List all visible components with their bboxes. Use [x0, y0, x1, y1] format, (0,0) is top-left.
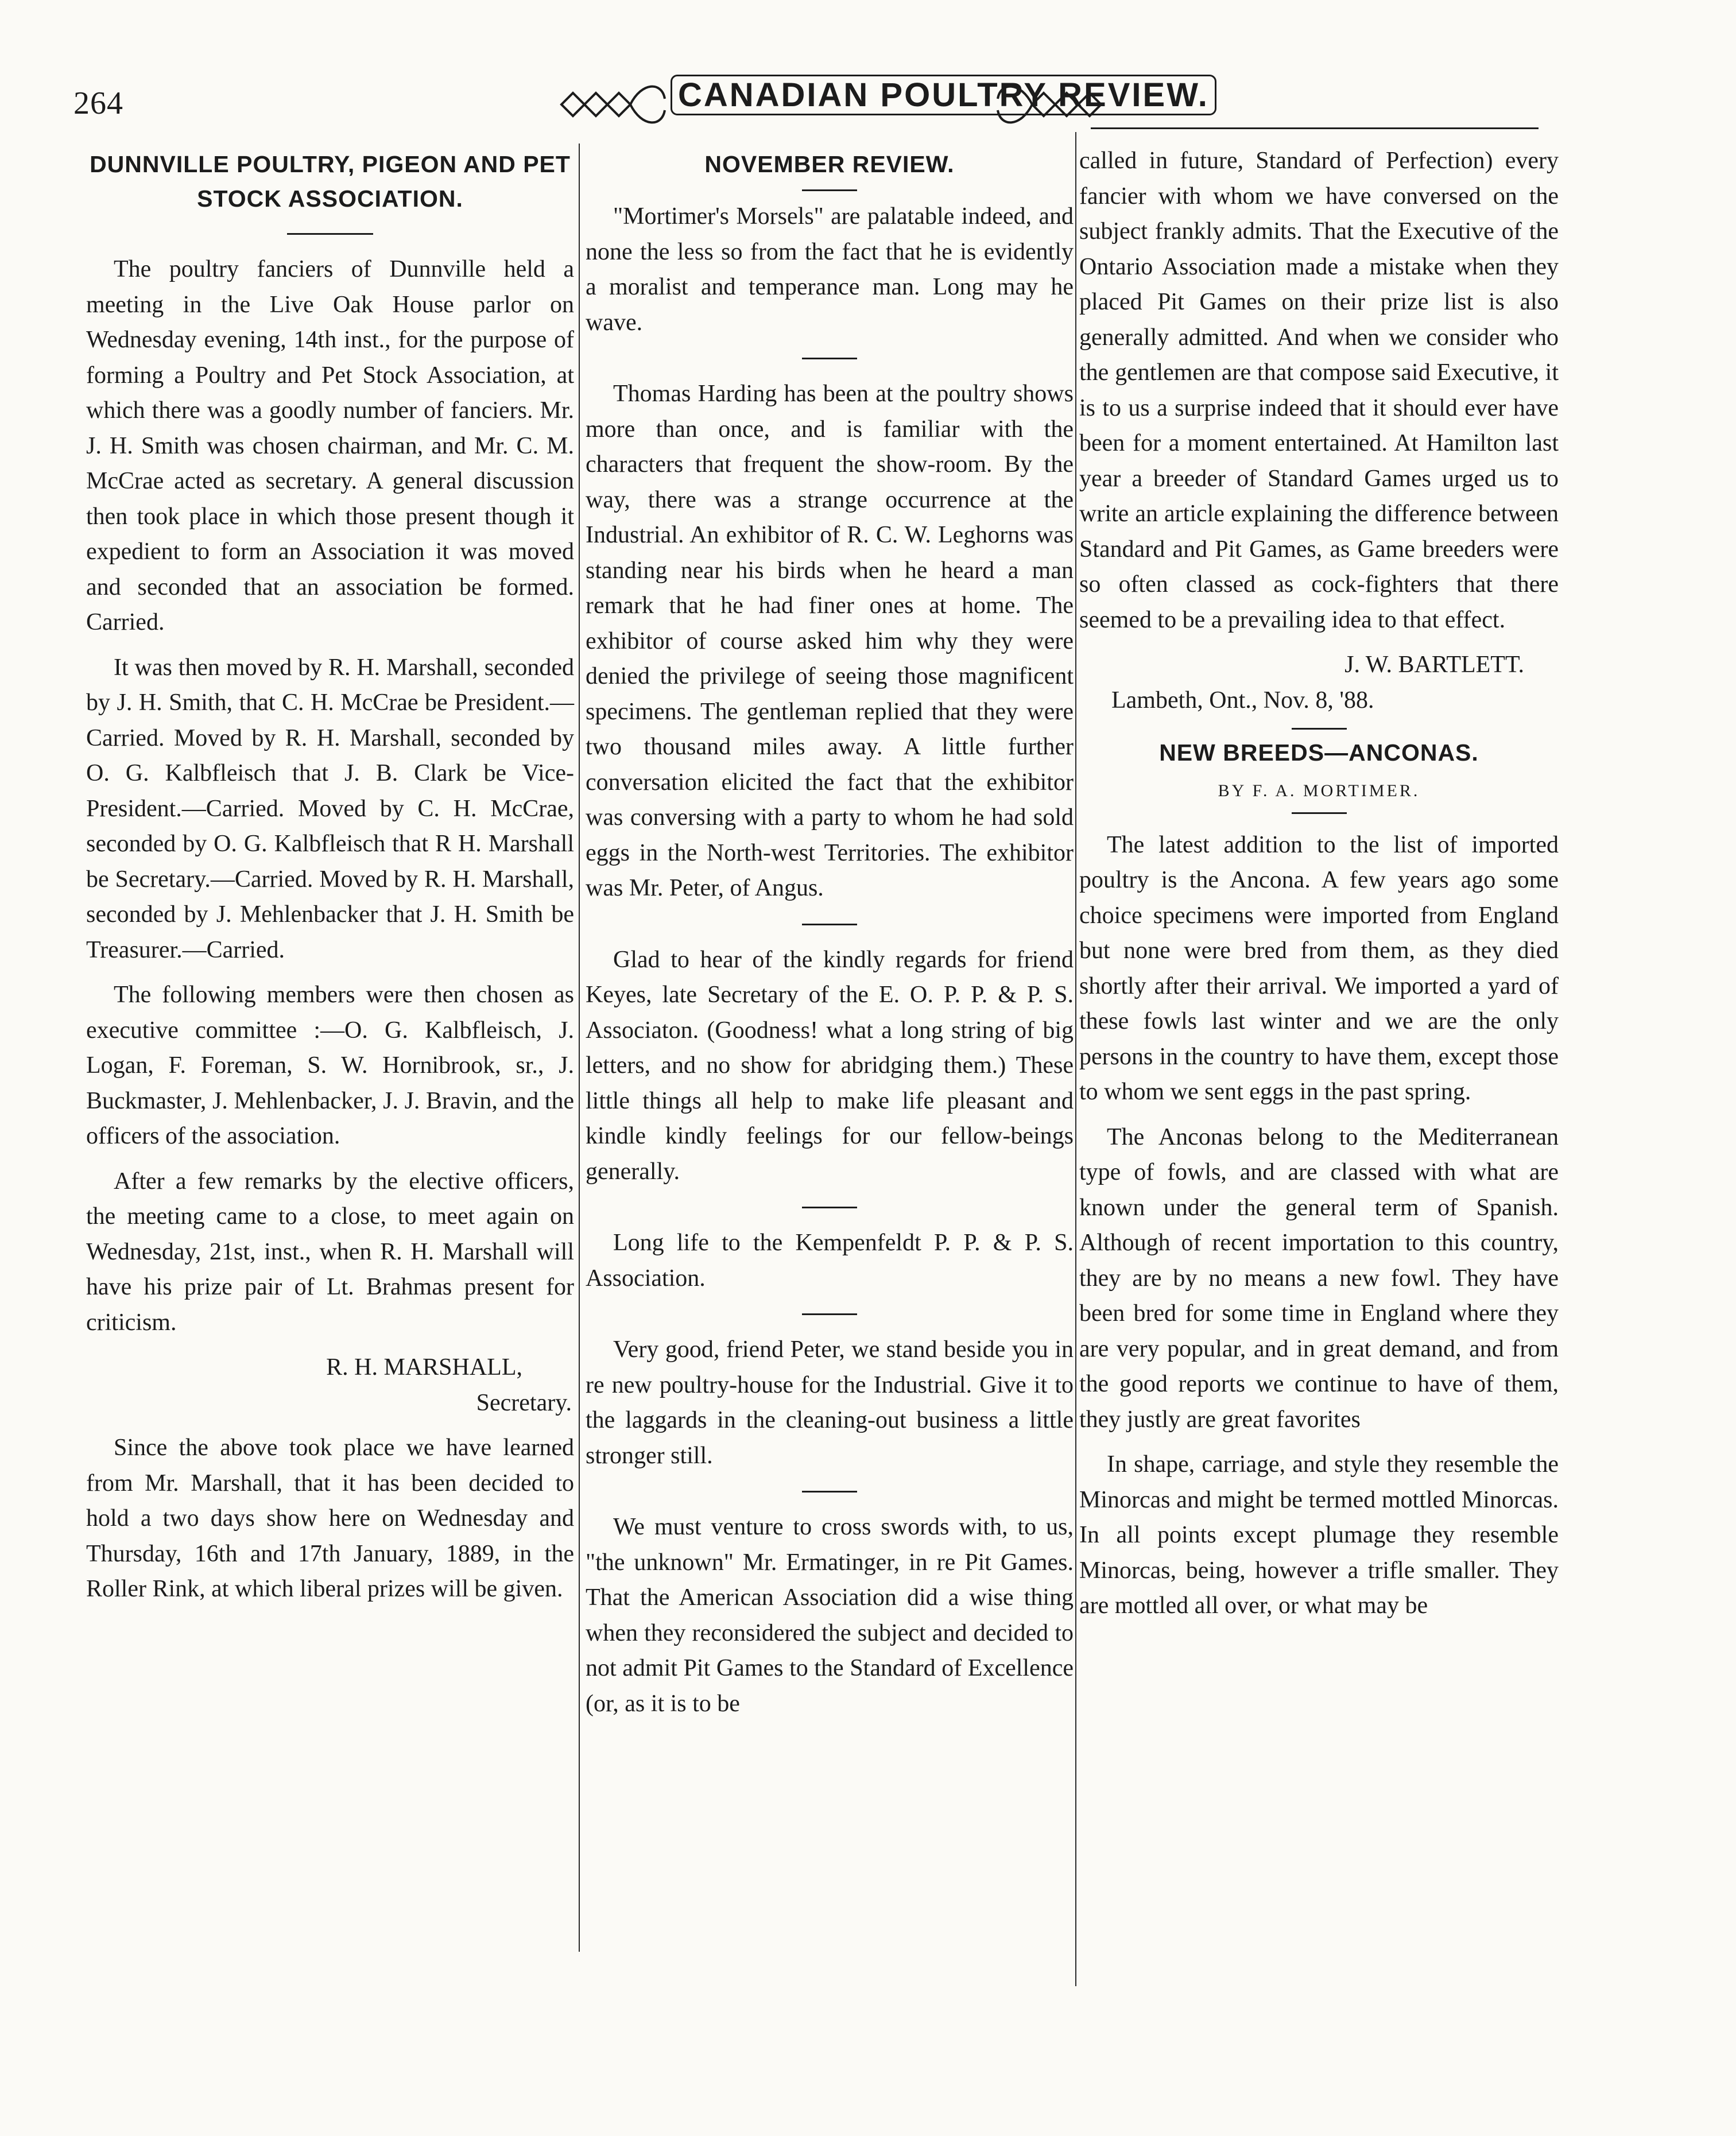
- article-paragraph: After a few remarks by the elective officers, the meeting came to a close, to meet again on Wednesday, 21st, inst., when R. H. Marshall will have his prize pair of Lt. Brahmas present for criticism.: [86, 1168, 574, 1336]
- right-ornament-icon: [992, 64, 1107, 139]
- article-postscript: Since the above took place we have learned from Mr. Marshall, that it has been decided to hold a two days show here on Wednesday and Thursday, 16th and 17th January, 1889, in the Roller Rink, at which liberal prizes will be given.: [86, 1435, 574, 1602]
- article-headline: NEW BREEDS—ANCONAS.: [1159, 739, 1479, 766]
- item-rule: [802, 1313, 857, 1315]
- left-ornament-icon: [556, 64, 671, 139]
- review-item: Very good, friend Peter, we stand beside you in re new poultry-house for the Industrial. Give it to the laggards in the cleaning-out business a little stronger still.: [586, 1336, 1074, 1469]
- signature-title: Secretary.: [476, 1389, 572, 1416]
- article-paragraph: The poultry fanciers of Dunnville held a meeting in the Live Oak House parlor on Wednesday evening, 14th inst., for the purpose of forming a Poultry and Pet Stock Association, at which there was a goodly number of fanciers. Mr. J. H. Smith was chosen chairman, and Mr. C. M. McCrae acted as secretary. A general discussion then took place in which those present though it expedient to form an Association it was moved and seconded that an association be formed. Carried.: [86, 256, 574, 635]
- section-rule: [1292, 728, 1347, 730]
- item-rule: [802, 924, 857, 925]
- column-divider-right: [1075, 132, 1076, 1986]
- section-rule: [287, 233, 373, 235]
- item-rule: [802, 358, 857, 359]
- article-paragraph: The latest addition to the list of imported poultry is the Ancona. A few years ago some choice specimens were imported from England but none were bred from them, as they died shortly after their arrival. We imported a yard of these fowls last winter and we are the only persons in the country to have them, except those to whom we sent eggs in the past spring.: [1079, 831, 1559, 1105]
- review-item: Thomas Harding has been at the poultry shows more than once, and is familiar with the characters that frequent the show-room. By the way, there was a strange occurrence at the Industrial. An exhibitor of R. C. W. Leghorns was standing near his birds when he heard a man remark that he had finer ones at home. The exhibitor of course asked him why they were denied the privilege of seeing those magnificent specimens. The gentleman replied that they were two thousand miles away. A little further conversation elicited the fact that the exhibitor was conversing with a party to whom he had sold eggs in the North-west Territories. The exhibitor was Mr. Peter, of Angus.: [586, 381, 1074, 901]
- article-headline: NOVEMBER REVIEW.: [704, 151, 955, 177]
- header-rule: [1091, 127, 1539, 129]
- article-paragraph: It was then moved by R. H. Marshall, seconded by J. H. Smith, that C. H. McCrae be President.—Carried. Moved by R. H. Marshall, seconded by O. G. Kalbfleisch that J. B. Clark be Vice-President.—Carried. Moved by C. H. McCrae, seconded by O. G. Kalbfleisch that R H. Marshall be Secretary.—Carried. Moved by R. H. Marshall, seconded by J. Mehlenbacker that J. H. Smith be Treasurer.—Carried.: [86, 654, 574, 963]
- article-paragraph: In shape, carriage, and style they resemble the Minorcas and might be termed mottled Minorcas. In all points except plumage they resemble Minorcas, being, however a trifle smaller. They are mottled all over, or what may be: [1079, 1451, 1559, 1619]
- article-continuation: called in future, Standard of Perfection) every fancier with whom we have conversed on the subject frankly admits. That the Executive of the Ontario Association made a mistake when they placed Pit Games on their prize list is also generally admitted. And when we consider who the gentlemen are that compose said Executive, it is to us a surprise indeed that it should ever have been for a moment entertained. At Hamilton last year a breeder of Standard Games urged us to write an article explaining the difference between Standard and Pit Games, as Game breeders were so often classed as cock-fighters that there seemed to be a prevailing idea to that effect.: [1079, 148, 1559, 633]
- dateline: Lambeth, Ont., Nov. 8, '88.: [1111, 687, 1374, 714]
- item-rule: [802, 1207, 857, 1208]
- review-item: Glad to hear of the kindly regards for friend Keyes, late Secretary of the E. O. P. P. & P. S. Associaton. (Goodness! what a long string of big letters, and no show for abridging them.) These little things all help to make life pleasant and kindle kindly feelings for our fellow-beings generally.: [586, 946, 1074, 1185]
- review-item: We must venture to cross swords with, to us, "the unknown" Mr. Ermatinger, in re Pit Games. That the American Association did a wise thing when they reconsidered the subject and decided to not admit Pit Games to the Standard of Excellence (or, as it is to be: [586, 1514, 1074, 1717]
- signature: J. W. BARTLETT.: [1344, 652, 1524, 678]
- review-item: Long life to the Kempenfeldt P. P. & P. S. Association.: [586, 1230, 1074, 1292]
- column-2: [586, 144, 1074, 1731]
- item-rule: [802, 1491, 857, 1493]
- masthead-title: [671, 76, 1209, 114]
- byline-rule: [1292, 812, 1347, 814]
- masthead-title-text: CANADIAN POULTRY REVIEW.: [671, 75, 1216, 115]
- article-paragraph: The Anconas belong to the Mediterranean type of fowls, and are classed with what are known under the general term of Spanish. Although of recent importation to this country, they are by no means a new fowl. They have been bred for some time in England where they are very popular, and in great demand, and from the good reports we continue to have of them, they justly are great favorites: [1079, 1123, 1559, 1433]
- column-divider-left: [579, 144, 580, 1952]
- page-number: 264: [73, 86, 123, 121]
- article-paragraph: The following members were then chosen as executive committee :—O. G. Kalbfleisch, J. Logan, F. Foreman, S. W. Hornibrook, sr., J. Buckmaster, J. Mehlenbacker, J. J. Bravin, and the officers of the association.: [86, 982, 574, 1149]
- column-1: [86, 144, 574, 1617]
- article-headline: DUNNVILLE POULTRY, PIGEON AND PET STOCK ASSOCIATION.: [90, 151, 571, 212]
- column-3: [1079, 144, 1559, 1634]
- signature: R. H. MARSHALL,: [326, 1354, 522, 1381]
- masthead: [556, 64, 1209, 139]
- section-rule: [802, 189, 857, 191]
- review-item: "Mortimer's Morsels" are palatable indeed, and none the less so from the fact that he is evidently a moralist and temperance man. Long may he wave.: [586, 203, 1074, 336]
- byline: BY F. A. MORTIMER.: [1218, 781, 1420, 800]
